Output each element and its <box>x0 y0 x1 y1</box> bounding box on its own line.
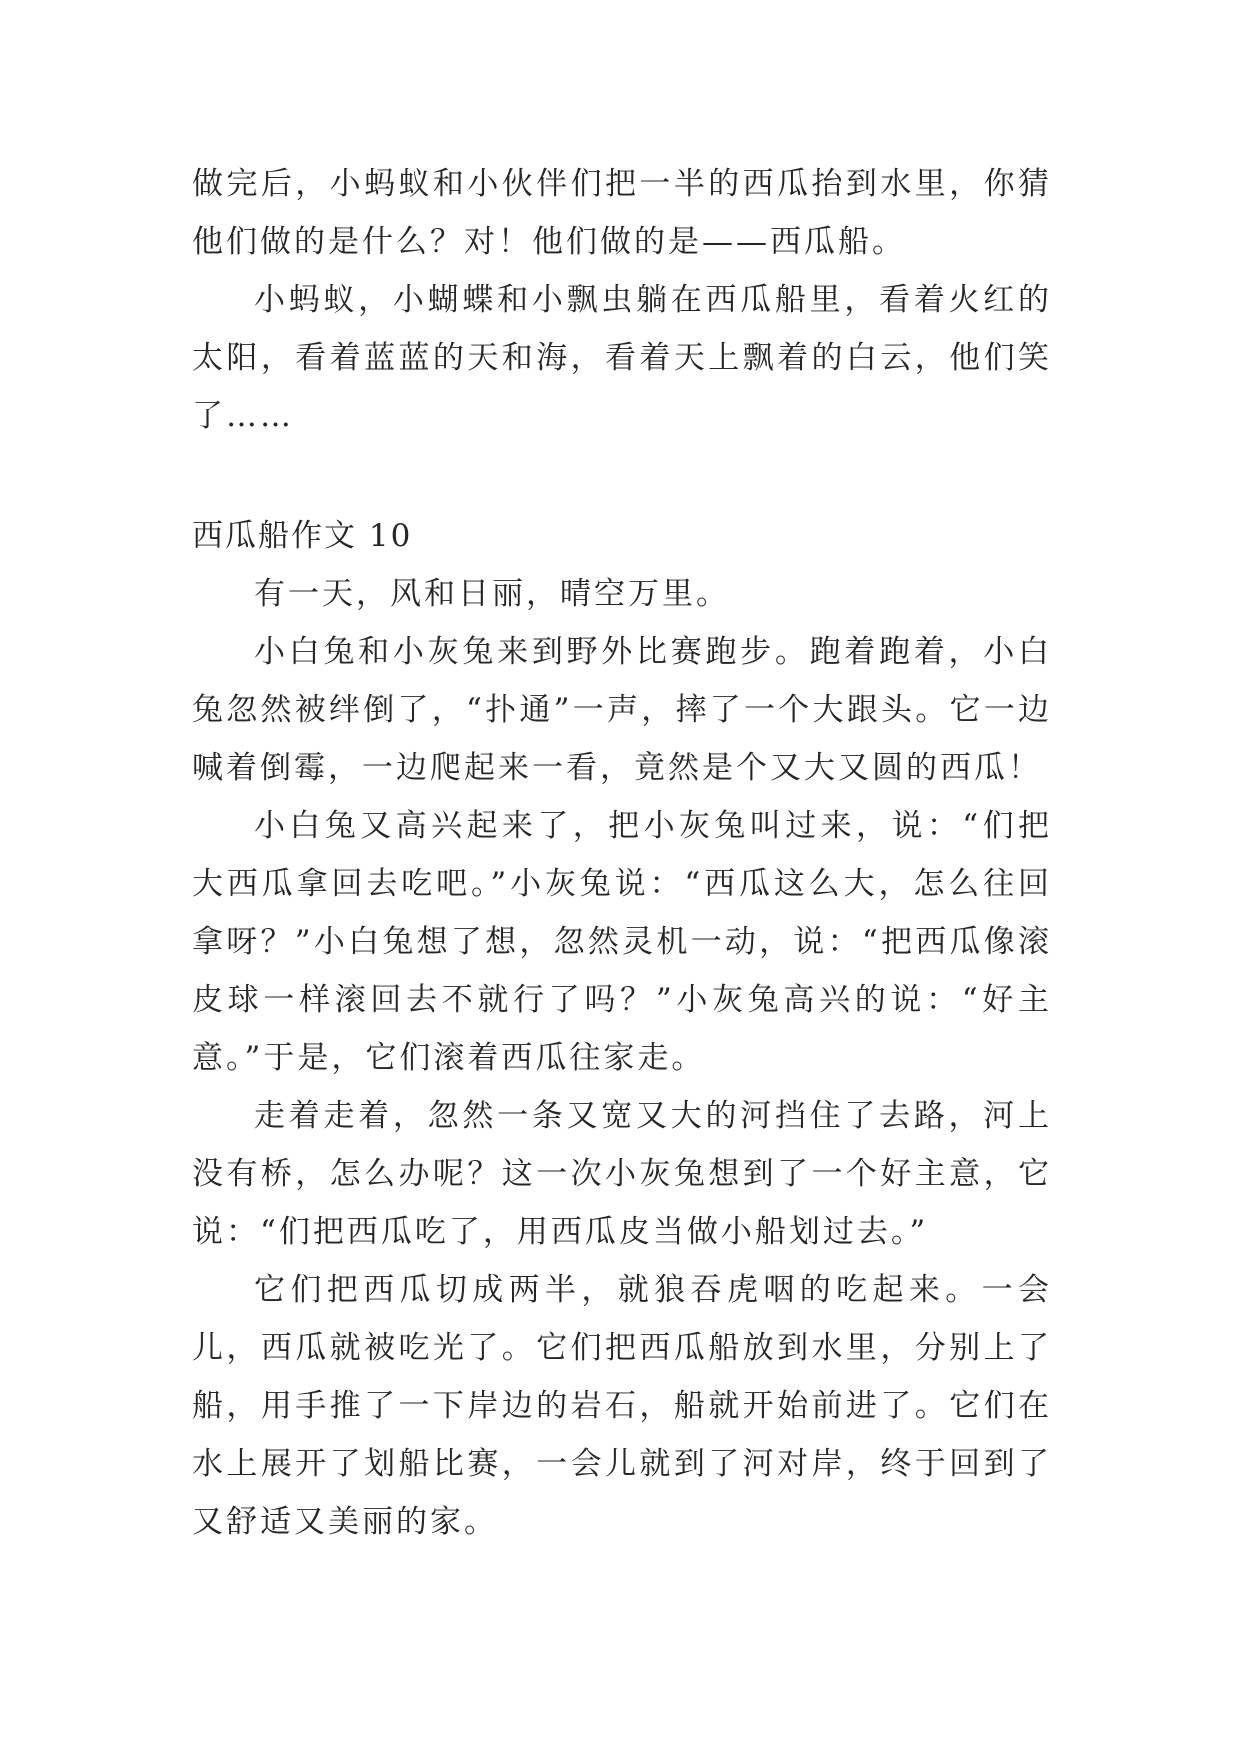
paragraph: 它们把西瓜切成两半，就狼吞虎咽的吃起来。一会儿，西瓜就被吃光了。它们把西瓜船放到水里，分别上了船，用手推了一下岸边的岩石，船就开始前进了。它们在水上展开了划船比赛，一会儿就到了河对岸，终于回到了又舒适又美丽的家。 <box>192 1272 1052 1540</box>
paragraph: 走着走着，忽然一条又宽又大的河挡住了去路，河上没有桥，怎么办呢？这一次小灰兔想到了一个好主意，它说：“们把西瓜吃了，用西瓜皮当做小船划过去。” <box>192 1098 1052 1250</box>
continued-section <box>192 155 1052 445</box>
paragraph: 有一天，风和日丽，晴空万里。 <box>254 576 730 612</box>
paragraph: 小白兔和小灰兔来到野外比赛跑步。跑着跑着，小白兔忽然被绊倒了，“扑通”一声，摔了一个大跟头。它一边喊着倒霉，一边爬起来一看，竟然是个又大又圆的西瓜！ <box>192 634 1052 786</box>
paragraph: 小白兔又高兴起来了，把小灰兔叫过来，说：“们把大西瓜拿回去吃吧。”小灰兔说：“西瓜这么大，怎么往回拿呀？”小白兔想了想，忽然灵机一动，说：“把西瓜像滚皮球一样滚回去不就行了吗？”小灰兔高兴的说：“好主意。”于是，它们滚着西瓜往家走。 <box>192 808 1052 1076</box>
paragraph: 做完后，小蚂蚁和小伙伴们把一半的西瓜抬到水里，你猜他们做的是什么？对！他们做的是——西瓜船。 <box>192 166 1052 260</box>
essay-section <box>192 507 1052 1551</box>
essay-title: 西瓜船作文 10 <box>192 518 413 554</box>
paragraph: 小蚂蚁，小蝴蝶和小飘虫躺在西瓜船里，看着火红的太阳，看着蓝蓝的天和海，看着天上飘着的白云，他们笑了…… <box>192 282 1052 434</box>
